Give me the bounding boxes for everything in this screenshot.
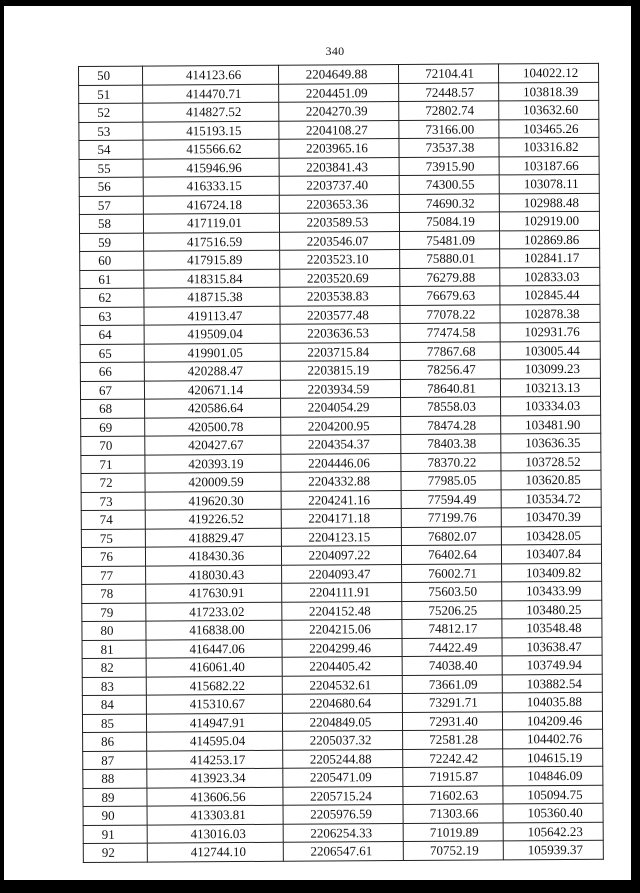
point-number-cell: 83 [82, 677, 146, 696]
coord-a-cell: 419620.30 [145, 491, 281, 510]
point-number-cell: 76 [81, 547, 145, 566]
coord-b-cell: 2205244.88 [283, 749, 403, 768]
coord-a-cell: 416838.00 [146, 620, 282, 639]
coord-b-cell: 2204111.91 [282, 583, 402, 602]
coord-c-cell: 76002.71 [402, 563, 502, 582]
coord-a-cell: 417915.89 [144, 250, 280, 269]
coord-d-cell: 102845.44 [500, 285, 600, 304]
coord-a-cell: 417630.91 [146, 583, 282, 602]
coord-a-cell: 418715.38 [144, 287, 280, 306]
coord-a-cell: 414947.91 [146, 713, 282, 732]
point-number-cell: 55 [79, 159, 143, 178]
coord-d-cell: 102833.03 [500, 267, 600, 286]
coord-b-cell: 2205037.32 [283, 731, 403, 750]
coord-a-cell: 417119.01 [143, 213, 279, 232]
coord-b-cell: 2204849.05 [282, 712, 402, 731]
coord-a-cell: 418430.36 [145, 546, 281, 565]
coord-d-cell: 103099.23 [500, 359, 600, 378]
coord-d-cell: 105094.75 [503, 785, 603, 804]
coord-d-cell: 102869.86 [500, 230, 600, 249]
point-number-cell: 75 [81, 529, 145, 548]
coord-a-cell: 414253.17 [147, 750, 283, 769]
point-number-cell: 78 [82, 584, 146, 603]
coord-d-cell: 103213.13 [500, 378, 600, 397]
coord-d-cell: 105939.37 [503, 840, 603, 859]
coord-c-cell: 78474.28 [401, 415, 501, 434]
point-number-cell: 71 [81, 455, 145, 474]
document-sheet [78, 63, 603, 863]
coord-a-cell: 419113.47 [144, 306, 280, 325]
coord-b-cell: 2204451.09 [279, 83, 399, 102]
coord-d-cell: 103187.66 [499, 156, 599, 175]
coord-a-cell: 414470.71 [143, 84, 279, 103]
coord-d-cell: 103636.35 [501, 433, 601, 452]
coord-d-cell: 103534.72 [501, 489, 601, 508]
coord-d-cell: 105360.40 [503, 803, 603, 822]
point-number-cell: 80 [82, 621, 146, 640]
point-number-cell: 79 [82, 603, 146, 622]
point-number-cell: 87 [83, 751, 147, 770]
coord-b-cell: 2204270.39 [279, 102, 399, 121]
coord-b-cell: 2203523.10 [280, 250, 400, 269]
coord-d-cell: 103078.11 [499, 174, 599, 193]
coord-a-cell: 420427.67 [145, 435, 281, 454]
coord-b-cell: 2204054.29 [281, 398, 401, 417]
coord-d-cell: 102878.38 [500, 304, 600, 323]
coord-c-cell: 77985.05 [401, 471, 501, 490]
coord-c-cell: 78403.38 [401, 434, 501, 453]
coord-b-cell: 2203520.69 [280, 268, 400, 287]
coord-c-cell: 78558.03 [401, 397, 501, 416]
coord-a-cell: 413016.03 [147, 824, 283, 843]
coord-d-cell: 103407.84 [501, 544, 601, 563]
coord-b-cell: 2204200.95 [281, 416, 401, 435]
coord-c-cell: 76802.07 [401, 526, 501, 545]
point-number-cell: 51 [79, 85, 143, 104]
point-number-cell: 82 [82, 658, 146, 677]
coord-c-cell: 77867.68 [400, 341, 500, 360]
coord-b-cell: 2204171.18 [281, 509, 401, 528]
coord-c-cell: 78370.22 [401, 452, 501, 471]
point-number-cell: 57 [79, 196, 143, 215]
point-number-cell: 58 [79, 214, 143, 233]
coord-a-cell: 416724.18 [143, 195, 279, 214]
point-number-cell: 59 [80, 233, 144, 252]
coord-c-cell: 70752.19 [403, 841, 503, 860]
coord-a-cell: 420500.78 [145, 417, 281, 436]
coord-a-cell: 420393.19 [145, 454, 281, 473]
coord-b-cell: 2204097.22 [281, 546, 401, 565]
scan-border-left [0, 0, 4, 893]
coord-a-cell: 416061.40 [146, 657, 282, 676]
coord-a-cell: 418030.43 [146, 565, 282, 584]
coord-b-cell: 2204093.47 [282, 564, 402, 583]
coord-d-cell: 104035.88 [502, 692, 602, 711]
point-number-cell: 86 [83, 732, 147, 751]
coord-b-cell: 2204354.37 [281, 435, 401, 454]
coord-b-cell: 2203577.48 [280, 305, 400, 324]
coord-b-cell: 2203636.53 [280, 324, 400, 343]
coord-c-cell: 71303.66 [403, 804, 503, 823]
coord-c-cell: 77199.76 [401, 508, 501, 527]
coord-a-cell: 414123.66 [143, 65, 279, 84]
point-number-cell: 73 [81, 492, 145, 511]
page-number: 340 [325, 44, 345, 58]
coord-c-cell: 71602.63 [403, 785, 503, 804]
coord-d-cell: 103728.52 [501, 452, 601, 471]
coord-b-cell: 2203815.19 [280, 361, 400, 380]
coord-c-cell: 73291.71 [402, 693, 502, 712]
coord-c-cell: 76402.64 [401, 545, 501, 564]
coord-c-cell: 77078.22 [400, 304, 500, 323]
coord-b-cell: 2205471.09 [283, 768, 403, 787]
point-number-cell: 62 [80, 288, 144, 307]
coord-a-cell: 414827.52 [143, 102, 279, 121]
coord-a-cell: 417516.59 [144, 232, 280, 251]
coord-c-cell: 72448.57 [399, 82, 499, 101]
coord-a-cell: 418829.47 [145, 528, 281, 547]
coord-d-cell: 103818.39 [499, 82, 599, 101]
coord-d-cell: 104402.76 [503, 729, 603, 748]
coord-a-cell: 419901.05 [144, 343, 280, 362]
coord-c-cell: 72931.40 [402, 711, 502, 730]
coord-c-cell: 72802.74 [399, 101, 499, 120]
coord-c-cell: 75206.25 [402, 600, 502, 619]
coord-b-cell: 2203841.43 [279, 157, 399, 176]
coord-c-cell: 71019.89 [403, 822, 503, 841]
point-number-cell: 88 [83, 769, 147, 788]
coord-b-cell: 2203715.84 [280, 342, 400, 361]
coord-c-cell: 73915.90 [399, 156, 499, 175]
coord-c-cell: 77594.49 [401, 489, 501, 508]
coord-b-cell: 2204299.46 [282, 638, 402, 657]
point-number-cell: 91 [83, 825, 147, 844]
coord-a-cell: 415193.15 [143, 121, 279, 140]
coord-d-cell: 102919.00 [499, 211, 599, 230]
point-number-cell: 67 [80, 381, 144, 400]
coord-d-cell: 102988.48 [499, 193, 599, 212]
point-number-cell: 56 [79, 177, 143, 196]
coord-b-cell: 2204532.61 [282, 675, 402, 694]
coord-d-cell: 103632.60 [499, 100, 599, 119]
coord-a-cell: 419226.52 [145, 509, 281, 528]
coord-a-cell: 415566.62 [143, 139, 279, 158]
coord-d-cell: 103882.54 [502, 674, 602, 693]
coord-a-cell: 417233.02 [146, 602, 282, 621]
coord-a-cell: 415946.96 [143, 158, 279, 177]
coord-d-cell: 104846.09 [503, 766, 603, 785]
coord-d-cell: 103334.03 [501, 396, 601, 415]
coord-d-cell: 103480.25 [502, 600, 602, 619]
coord-d-cell: 102931.76 [500, 322, 600, 341]
coord-d-cell: 103620.85 [501, 470, 601, 489]
point-number-cell: 85 [82, 714, 146, 733]
coord-b-cell: 2206254.33 [283, 823, 403, 842]
coord-b-cell: 2203538.83 [280, 287, 400, 306]
point-number-cell: 60 [80, 251, 144, 270]
coord-c-cell: 73537.38 [399, 138, 499, 157]
point-number-cell: 50 [79, 66, 143, 85]
point-number-cell: 61 [80, 270, 144, 289]
coord-a-cell: 415682.22 [146, 676, 282, 695]
coord-d-cell: 103316.82 [499, 137, 599, 156]
coord-b-cell: 2204241.16 [281, 490, 401, 509]
scan-border-bottom [0, 880, 640, 893]
coord-c-cell: 77474.58 [400, 323, 500, 342]
coord-a-cell: 418315.84 [144, 269, 280, 288]
point-number-cell: 90 [83, 806, 147, 825]
point-number-cell: 65 [80, 344, 144, 363]
coord-b-cell: 2204215.06 [282, 620, 402, 639]
point-number-cell: 92 [83, 843, 147, 862]
coord-c-cell: 73661.09 [402, 674, 502, 693]
coord-b-cell: 2203653.36 [279, 194, 399, 213]
coord-d-cell: 103470.39 [501, 507, 601, 526]
coord-a-cell: 416447.06 [146, 639, 282, 658]
coord-c-cell: 78256.47 [400, 360, 500, 379]
coord-b-cell: 2203737.40 [279, 176, 399, 195]
coord-c-cell: 75880.01 [400, 249, 500, 268]
coord-d-cell: 102841.17 [500, 248, 600, 267]
coord-a-cell: 413303.81 [147, 805, 283, 824]
coord-d-cell: 104022.12 [498, 63, 598, 82]
coord-b-cell: 2204152.48 [282, 601, 402, 620]
coord-d-cell: 103548.48 [502, 618, 602, 637]
coord-b-cell: 2204446.06 [281, 453, 401, 472]
point-number-cell: 74 [81, 510, 145, 529]
coord-b-cell: 2203589.53 [279, 213, 399, 232]
coord-b-cell: 2204332.88 [281, 472, 401, 491]
coord-d-cell: 103428.05 [501, 526, 601, 545]
coord-b-cell: 2204649.88 [278, 65, 398, 84]
coord-a-cell: 419509.04 [144, 324, 280, 343]
coord-c-cell: 74300.55 [399, 175, 499, 194]
point-number-cell: 68 [81, 399, 145, 418]
coord-d-cell: 104615.19 [503, 748, 603, 767]
point-number-cell: 54 [79, 140, 143, 159]
coord-d-cell: 105642.23 [503, 822, 603, 841]
point-number-cell: 72 [81, 473, 145, 492]
coord-c-cell: 71915.87 [403, 767, 503, 786]
point-number-cell: 84 [82, 695, 146, 714]
coord-b-cell: 2204680.64 [282, 694, 402, 713]
point-number-cell: 66 [80, 362, 144, 381]
coord-c-cell: 74422.49 [402, 637, 502, 656]
point-number-cell: 89 [83, 788, 147, 807]
coord-c-cell: 74690.32 [399, 193, 499, 212]
coordinates-table-body [79, 63, 604, 862]
coord-b-cell: 2206547.61 [283, 842, 403, 861]
coord-c-cell: 72581.28 [403, 730, 503, 749]
coord-a-cell: 420288.47 [144, 361, 280, 380]
point-number-cell: 77 [82, 566, 146, 585]
coord-c-cell: 72242.42 [403, 748, 503, 767]
coord-d-cell: 103638.47 [502, 637, 602, 656]
coord-a-cell: 413923.34 [147, 768, 283, 787]
point-number-cell: 70 [81, 436, 145, 455]
coord-d-cell: 103409.82 [502, 563, 602, 582]
coord-c-cell: 76279.88 [400, 267, 500, 286]
coord-c-cell: 74038.40 [402, 656, 502, 675]
coord-a-cell: 420671.14 [144, 380, 280, 399]
coord-d-cell: 103005.44 [500, 341, 600, 360]
coord-a-cell: 413606.56 [147, 787, 283, 806]
coord-b-cell: 2204123.15 [281, 527, 401, 546]
coord-d-cell: 103749.94 [502, 655, 602, 674]
coord-b-cell: 2203965.16 [279, 139, 399, 158]
point-number-cell: 69 [81, 418, 145, 437]
coord-d-cell: 104209.46 [502, 711, 602, 730]
coord-c-cell: 76679.63 [400, 286, 500, 305]
coord-d-cell: 103465.26 [499, 119, 599, 138]
coord-b-cell: 2203934.59 [280, 379, 400, 398]
coord-a-cell: 420586.64 [145, 398, 281, 417]
coord-a-cell: 414595.04 [147, 731, 283, 750]
point-number-cell: 63 [80, 307, 144, 326]
coord-b-cell: 2203546.07 [280, 231, 400, 250]
coord-c-cell: 78640.81 [400, 378, 500, 397]
table-row [83, 840, 603, 862]
coord-a-cell: 412744.10 [147, 842, 283, 861]
coord-d-cell: 103433.99 [502, 581, 602, 600]
coord-c-cell: 74812.17 [402, 619, 502, 638]
coordinates-table [78, 63, 604, 863]
coord-c-cell: 75481.09 [400, 230, 500, 249]
coord-c-cell: 75603.50 [402, 582, 502, 601]
coord-a-cell: 416333.15 [143, 176, 279, 195]
coord-a-cell: 420009.59 [145, 472, 281, 491]
coord-c-cell: 75084.19 [399, 212, 499, 231]
point-number-cell: 81 [82, 640, 146, 659]
coord-c-cell: 72104.41 [398, 64, 498, 83]
coord-b-cell: 2205715.24 [283, 786, 403, 805]
coord-c-cell: 73166.00 [399, 119, 499, 138]
scan-border-top [0, 0, 640, 6]
coord-b-cell: 2204405.42 [282, 657, 402, 676]
point-number-cell: 52 [79, 103, 143, 122]
coord-a-cell: 415310.67 [146, 694, 282, 713]
coord-b-cell: 2205976.59 [283, 805, 403, 824]
scan-border-right [631, 0, 640, 893]
point-number-cell: 53 [79, 122, 143, 141]
coord-b-cell: 2204108.27 [279, 120, 399, 139]
point-number-cell: 64 [80, 325, 144, 344]
coord-d-cell: 103481.90 [501, 415, 601, 434]
